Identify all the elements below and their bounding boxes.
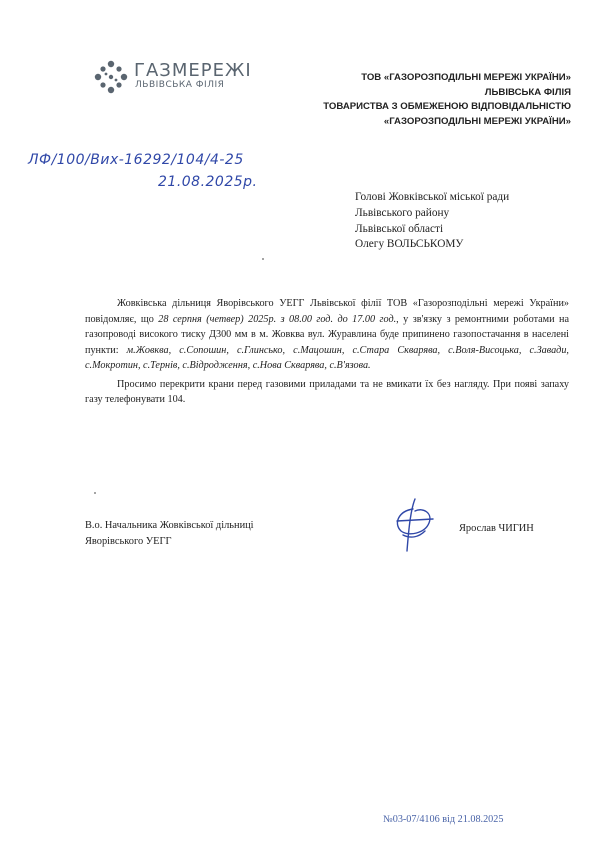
handwritten-signature: [385, 495, 445, 555]
org-line-2: ЛЬВІВСЬКА ФІЛІЯ: [484, 86, 571, 98]
body-paragraph-2: Просимо перекрити крани перед газовими приладами та не вмикати їх без нагляду. При появі запаху газу телефонувати 104.: [85, 378, 569, 405]
letter-body: [85, 296, 569, 408]
body-intro: Жовківська дільниця Яворівського УЕГГ Львівської філії ТОВ «Газорозподільні мережі України» повідомляє, що: [85, 298, 569, 325]
recipient-line-2: Львівського району: [355, 206, 450, 219]
scan-speck: [262, 258, 264, 260]
org-line-3: ТОВАРИСТВА З ОБМЕЖЕНОЮ ВІДПОВІДАЛЬНІСТЮ: [323, 101, 571, 113]
scan-speck: [94, 492, 96, 494]
position-line-2: Яворівського УЕГГ: [85, 535, 172, 547]
logo-subtitle: ЛЬВІВСЬКА ФІЛІЯ: [135, 80, 225, 90]
company-logo: [92, 58, 252, 94]
gas-network-logo-icon: [92, 58, 130, 94]
handwritten-outgoing-number: ЛФ/100/Вих-16292/104/4-25: [28, 152, 244, 168]
signatory-position: [85, 518, 254, 549]
recipient-line-4: Олегу ВОЛЬСЬКОМУ: [355, 238, 464, 251]
body-paragraph-1: [85, 296, 569, 374]
handwritten-date: 21.08.2025р.: [158, 174, 258, 190]
recipient-line-3: Львівської області: [355, 222, 444, 235]
org-line-1: ТОВ «ГАЗОРОЗПОДІЛЬНІ МЕРЕЖІ УКРАЇНИ»: [361, 72, 571, 83]
organization-header: [323, 71, 571, 129]
signatory-name: Ярослав ЧИГИН: [459, 523, 534, 534]
recipient-block: [355, 190, 509, 253]
position-line-1: В.о. Начальника Жовківської дільниці: [85, 520, 254, 531]
org-line-4: «ГАЗОРОЗПОДІЛЬНІ МЕРЕЖІ УКРАЇНИ»: [383, 115, 571, 127]
body-reason: , у зв'язку з ремонтними роботами на газопроводі високого тиску Д300 мм в м. Жовква вул. Журавлина буде припинено газопостачання в населені пункти:: [85, 313, 569, 356]
affected-settlements: м.Жовква, с.Сопошин, с.Глинсько, с.Мацошин, с.Стара Скварява, с.Воля-Висоцька, с.Завади, с.Мокротин, с.Тернів, с.Відродження, с.Нова Скварява, с.В'язова.: [85, 344, 569, 371]
registration-number: №03-07/4106 від 21.08.2025: [383, 814, 504, 825]
outage-datetime: 28 серпня (четвер) 2025р. з 08.00 год. до 17.00 год.: [158, 313, 397, 325]
logo-wordmark: ГАЗМЕРЕЖІ: [134, 60, 252, 81]
recipient-line-1: Голові Жовківської міської ради: [355, 191, 510, 203]
